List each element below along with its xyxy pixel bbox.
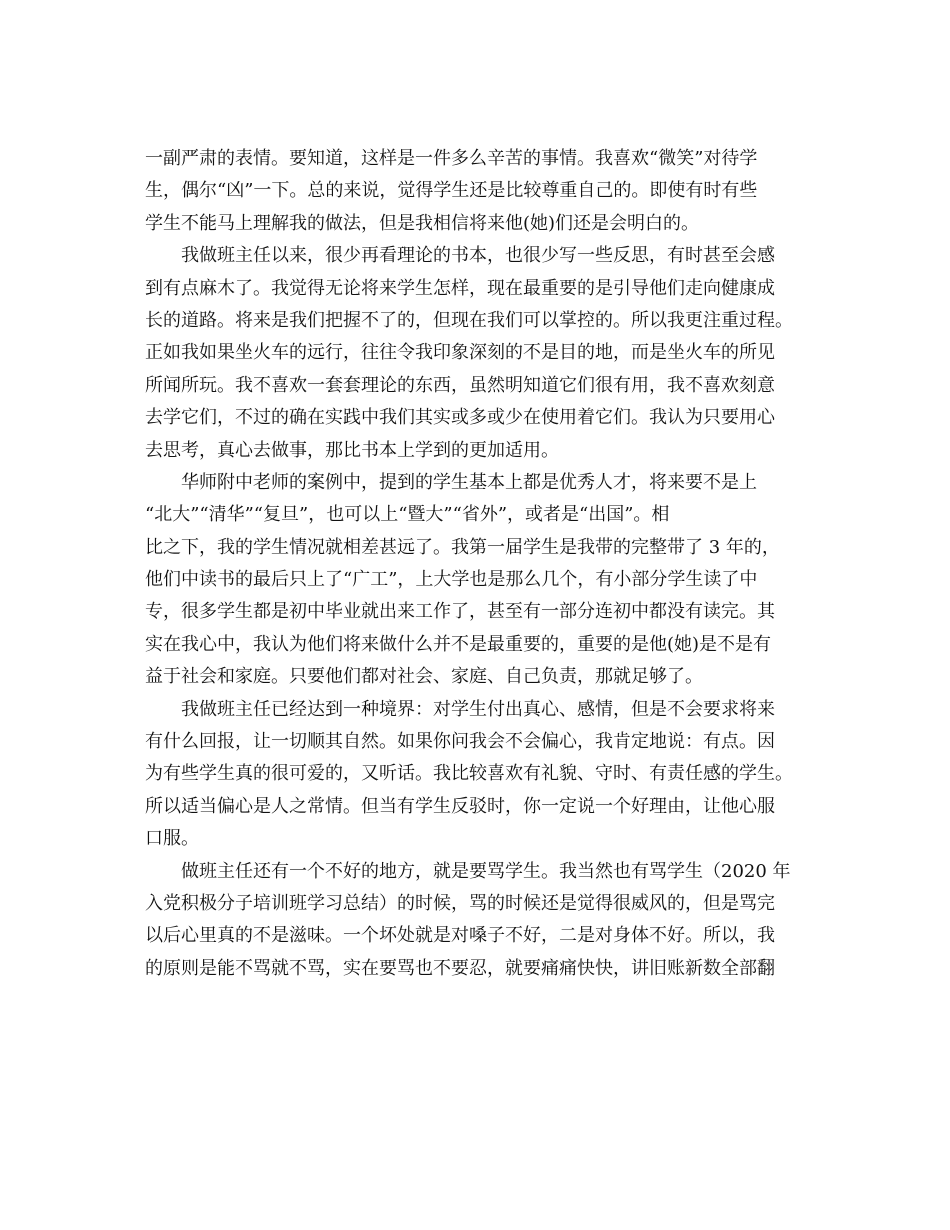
text-line: 华师附中老师的案例中，提到的学生基本上都是优秀人才，将来要不是上 [181, 471, 757, 493]
text-line: 所闻所玩。我不喜欢一套套理论的东西，虽然明知道它们很有用，我不喜欢刻意 [145, 374, 775, 396]
text-line: 以后心里真的不是滋味。一个坏处就是对嗓子不好，二是对身体不好。所以，我 [145, 925, 775, 947]
paragraph-1 [145, 143, 805, 240]
paragraph-5 [145, 856, 805, 986]
document-body [145, 143, 805, 985]
text-line: 口服。 [145, 828, 199, 850]
text-line: 我做班主任以来，很少再看理论的书本，也很少写一些反思，有时甚至会感 [181, 245, 775, 267]
paragraph-2 [145, 240, 805, 467]
text-line: 的原则是能不骂就不骂，实在要骂也不要忍，就要痛痛快快，讲旧账新数全部翻 [145, 957, 775, 979]
text-line: 学生不能马上理解我的做法，但是我相信将来他(她)们还是会明白的。 [145, 212, 700, 234]
text-line: 所以适当偏心是人之常情。但当有学生反驳时，你一定说一个好理由，让他心服 [145, 795, 775, 817]
text-line: 专，很多学生都是初中毕业就出来工作了，甚至有一部分连初中都没有读完。其 [145, 601, 775, 623]
paragraph-4 [145, 694, 805, 856]
text-line: 去学它们，不过的确在实践中我们其实或多或少在使用着它们。我认为只要用心 [145, 407, 775, 429]
text-line: 到有点麻木了。我觉得无论将来学生怎样，现在最重要的是引导他们走向健康成 [145, 277, 775, 299]
paragraph-3 [145, 467, 805, 694]
text-line: 做班主任还有一个不好的地方，就是要骂学生。我当然也有骂学生（2020 年 [181, 860, 791, 882]
text-line: 有什么回报，让一切顺其自然。如果你问我会不会偏心，我肯定地说：有点。因 [145, 731, 775, 753]
text-line: 实在我心中，我认为他们将来做什么并不是最重要的，重要的是他(她)是不是有 [145, 633, 772, 655]
text-line: 正如我如果坐火车的远行，往往令我印象深刻的不是目的地，而是坐火车的所见 [145, 342, 775, 364]
text-line: “北大”“清华”“复旦”，也可以上“暨大”“省外”，或者是“出国”。相 [145, 504, 670, 526]
text-line: 为有些学生真的很可爱的，又听话。我比较喜欢有礼貌、守时、有责任感的学生。 [145, 763, 793, 785]
text-line: 去思考，真心去做事，那比书本上学到的更加适用。 [145, 439, 559, 461]
text-line: 我做班主任已经达到一种境界：对学生付出真心、感情，但是不会要求将来 [181, 698, 775, 720]
text-line: 入党积极分子培训班学习总结）的时候，骂的时候还是觉得很威风的，但是骂完 [145, 892, 775, 914]
text-line: 长的道路。将来是我们把握不了的，但现在我们可以掌控的。所以我更注重过程。 [145, 309, 793, 331]
text-line: 生，偶尔“凶”一下。总的来说，觉得学生还是比较尊重自己的。即使有时有些 [145, 180, 758, 202]
text-line: 一副严肃的表情。要知道，这样是一件多么辛苦的事情。我喜欢“微笑”对待学 [145, 148, 758, 169]
text-line: 他们中读书的最后只上了“广工”，上大学也是那么几个，有小部分学生读了中 [145, 569, 758, 591]
text-line: 比之下，我的学生情况就相差甚远了。我第一届学生是我带的完整带了 3 年的， [145, 536, 780, 558]
text-line: 益于社会和家庭。只要他们都对社会、家庭、自己负责，那就足够了。 [145, 666, 703, 688]
